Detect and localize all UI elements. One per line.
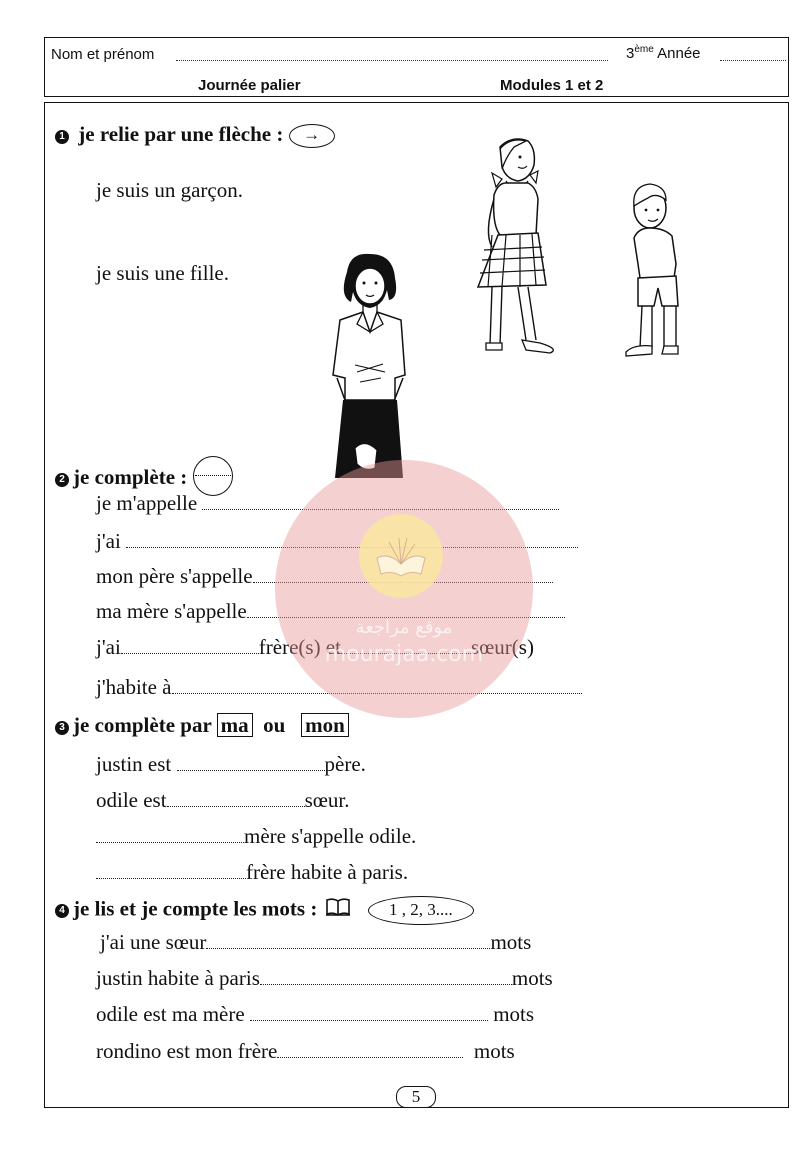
- fill-line-siblings: [96, 635, 534, 660]
- unit-label: mots: [473, 1039, 515, 1063]
- section-number-badge: 4: [55, 904, 69, 918]
- girl-illustration[interactable]: [470, 135, 565, 360]
- arrow-right-icon: [289, 124, 335, 148]
- sisters-count-blank[interactable]: [341, 653, 471, 654]
- answer-blank[interactable]: [247, 617, 565, 618]
- section-number-badge: 1: [55, 130, 69, 144]
- name-input-line[interactable]: [176, 60, 608, 61]
- unit-label: mots: [511, 966, 553, 990]
- fill-line-father: [96, 564, 553, 589]
- arrow-glyph: →: [303, 125, 321, 145]
- section-3-title-text: je complète par: [73, 713, 212, 737]
- line-label: je m'appelle: [96, 491, 198, 515]
- count-blank[interactable]: [250, 1020, 488, 1021]
- count-blank[interactable]: [206, 948, 490, 949]
- sentence: j'ai une sœur: [100, 930, 207, 954]
- answer-blank[interactable]: [126, 547, 578, 548]
- section-2-title-text: je complète :: [73, 465, 188, 489]
- section-number-badge: 3: [55, 721, 69, 735]
- line-label: ma mère s'appelle: [96, 599, 247, 623]
- section-2-title: [55, 456, 233, 496]
- section-3-title: [55, 713, 349, 738]
- line-label: frère habite à paris.: [246, 860, 409, 884]
- line-label: père.: [324, 752, 366, 776]
- option-mon: mon: [301, 713, 349, 737]
- section-4-title-text: je lis et je compte les mots :: [73, 896, 318, 921]
- unit-label: mots: [490, 930, 532, 954]
- woman-illustration[interactable]: [325, 250, 415, 480]
- watermark-site-text: mourajaa.com: [324, 642, 484, 667]
- modules-title: Modules 1 et 2: [500, 77, 604, 94]
- counting-hint: 1 , 2, 3....: [388, 900, 453, 919]
- line-label: mère s'appelle odile.: [244, 824, 417, 848]
- count-blank[interactable]: [277, 1057, 463, 1058]
- section-number-badge: 2: [55, 473, 69, 487]
- open-book-icon: [325, 897, 351, 917]
- count-line-1: [100, 930, 531, 955]
- count-line-3: [96, 1002, 534, 1027]
- line-label: sœur(s): [470, 635, 534, 659]
- answer-blank[interactable]: [167, 806, 305, 807]
- sentence-girl[interactable]: je suis une fille.: [96, 261, 229, 285]
- answer-blank[interactable]: [96, 842, 244, 843]
- line-label: j'habite à: [96, 675, 172, 699]
- grade-input-line[interactable]: [720, 60, 786, 61]
- header-box: [44, 37, 789, 97]
- fill-line-city: [96, 675, 582, 700]
- count-line-2: [96, 966, 553, 991]
- watermark-arabic-text: موقع مراجعة: [355, 617, 453, 638]
- line-label: frère(s) et: [258, 635, 341, 659]
- connector-ou: ou: [263, 713, 286, 737]
- grade-label: [626, 44, 701, 62]
- brothers-count-blank[interactable]: [121, 653, 259, 654]
- fill-line-frere: [96, 860, 408, 885]
- line-label: sœur.: [304, 788, 350, 812]
- fill-line-mere: [96, 824, 416, 849]
- exam-title: Journée palier: [198, 77, 301, 94]
- sentence: justin habite à paris: [96, 966, 260, 990]
- sentence: odile est ma mère: [96, 1002, 245, 1026]
- circle-dotted-line-icon: [193, 456, 233, 496]
- unit-label: mots: [493, 1002, 535, 1026]
- fill-line-name: [96, 491, 559, 516]
- section-1-title-text: je relie par une flèche :: [78, 122, 284, 146]
- line-label: j'ai: [96, 635, 121, 659]
- count-blank[interactable]: [260, 984, 512, 985]
- line-label: odile est: [96, 788, 167, 812]
- line-label: j'ai: [96, 529, 121, 553]
- option-ma: ma: [217, 713, 253, 737]
- answer-blank[interactable]: [177, 770, 325, 771]
- count-line-4: [96, 1039, 515, 1064]
- page-number: 5: [396, 1086, 436, 1108]
- answer-blank[interactable]: [253, 582, 553, 583]
- line-label: mon père s'appelle: [96, 564, 253, 588]
- sentence-boy[interactable]: je suis un garçon.: [96, 178, 243, 202]
- grade-number: 3: [626, 45, 635, 62]
- fill-line-odile: [96, 788, 350, 813]
- boy-illustration[interactable]: [620, 178, 695, 368]
- section-1-title: [55, 122, 335, 148]
- fill-line-mother: [96, 599, 565, 624]
- fill-line-justin: [96, 752, 366, 777]
- grade-suffix: ème: [634, 44, 654, 55]
- line-label: justin est: [96, 752, 172, 776]
- grade-word: Année: [657, 45, 701, 62]
- answer-blank[interactable]: [96, 878, 246, 879]
- counting-oval: [368, 896, 474, 925]
- answer-blank[interactable]: [172, 693, 582, 694]
- name-label: Nom et prénom: [51, 46, 155, 63]
- answer-blank[interactable]: [202, 509, 559, 510]
- fill-line-age: [96, 529, 578, 554]
- section-4-title: [55, 896, 474, 925]
- sentence: rondino est mon frère: [96, 1039, 278, 1063]
